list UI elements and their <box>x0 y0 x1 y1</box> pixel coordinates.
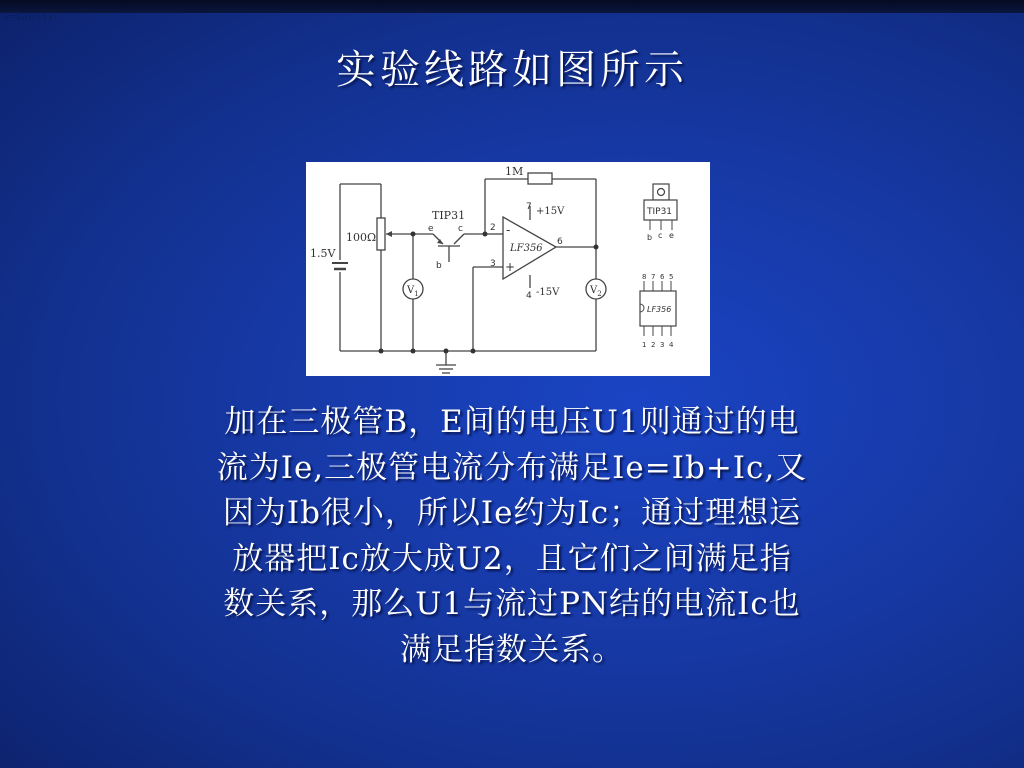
label-v2: $V_2$ <box>590 285 602 298</box>
label-opamp-pin3: 3 <box>490 259 496 269</box>
label-1m: 1M <box>505 165 524 178</box>
body-line: 放器把Ic放大成U2，且它们之间满足指 <box>232 540 792 577</box>
label-pin-b: b <box>436 261 442 271</box>
tip31-pin-b: b <box>647 233 653 242</box>
tip31-leads <box>650 220 672 230</box>
tip31-pin-e: e <box>669 231 674 240</box>
body-line: 因为Ib很小，所以Ie约为Ic；通过理想运 <box>222 495 802 531</box>
lf356-pin-3: 3 <box>660 341 665 349</box>
label-opamp-pin7: 7 <box>526 202 532 212</box>
lf356-pin-6: 6 <box>660 273 665 281</box>
lf356-pin-1: 1 <box>642 341 647 349</box>
body-line: 数关系，那么U1与流过PN结的电流Ic也 <box>223 586 801 622</box>
label-transistor: TIP31 <box>432 209 466 222</box>
body-line: 加在三极管B，E间的电压U1则通过的电 <box>224 404 800 440</box>
label-opamp-pin6: 6 <box>557 237 563 247</box>
pot-wiper-arrow <box>386 231 392 237</box>
tip31-package-label: TIP31 <box>647 207 673 217</box>
label-pot: 100Ω <box>346 231 377 244</box>
label-pin-e: e <box>428 224 434 234</box>
feedback-resistor <box>528 173 552 184</box>
label-battery: 1.5V <box>310 247 336 260</box>
body-line: 满足指数关系。 <box>400 631 624 668</box>
label-minus: - <box>506 223 511 237</box>
label-opamp-pin4: 4 <box>526 291 532 301</box>
tip31-hole-icon <box>658 189 665 196</box>
top-bar <box>0 0 1024 13</box>
body-line: 流为Ie,三极管电流分布满足Ie=Ib+Ic,又 <box>216 449 808 486</box>
corner-formula: I=I₀(eᵘ-1) <box>4 12 52 23</box>
body-paragraph <box>160 400 864 673</box>
lf356-pin-5: 5 <box>669 273 674 281</box>
tip31-pin-c: c <box>658 231 663 240</box>
lf356-pin-8: 8 <box>642 273 647 281</box>
label-supply-neg: -15V <box>536 287 560 298</box>
lf356-package-label: LF356 <box>647 305 672 314</box>
potentiometer <box>377 218 385 250</box>
lf356-pin-7: 7 <box>651 273 656 281</box>
slide-title: 实验线路如图所示 <box>336 47 688 93</box>
lf356-pin-4: 4 <box>669 341 674 349</box>
label-plus: + <box>505 260 516 274</box>
label-v1: $V_1$ <box>407 285 419 298</box>
label-supply-pos: +15V <box>536 206 565 217</box>
label-opamp-pin2: 2 <box>490 223 496 233</box>
lf356-pin-2: 2 <box>651 341 656 349</box>
label-opamp: LF356 <box>510 243 543 254</box>
circuit-diagram <box>306 162 710 376</box>
label-pin-c: c <box>458 224 463 234</box>
circuit-figure <box>306 162 710 376</box>
